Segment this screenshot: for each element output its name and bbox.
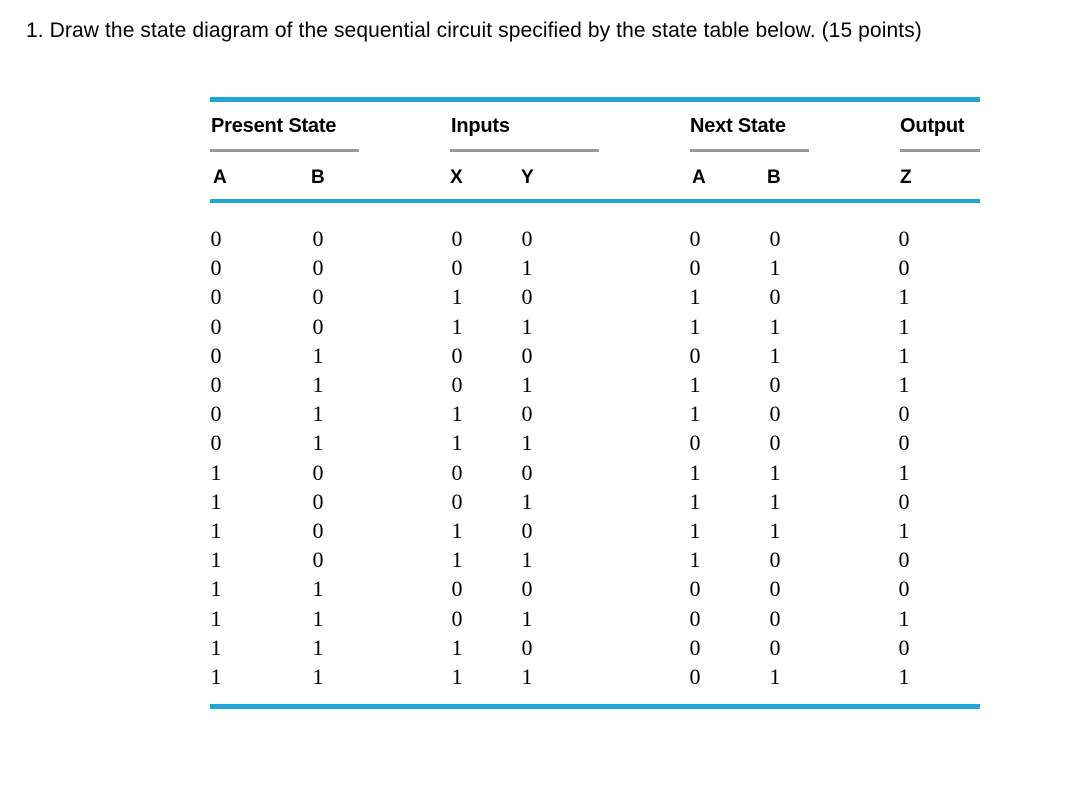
cell-present-a: 1 [210,605,222,631]
cell-next-b: 0 [769,401,781,427]
cell-present-b: 1 [312,342,324,368]
cell-input-x: 1 [451,518,463,543]
cell-next-a: 0 [689,605,701,631]
cell-input-y: 1 [521,605,533,631]
cell-present-a: 1 [210,547,222,573]
cell-input-x: 0 [451,226,463,251]
present-state-header: Present State [211,115,337,137]
cell-next-b: 0 [769,372,781,397]
cell-input-y: 1 [521,372,533,397]
cell-output-z: 0 [898,401,910,427]
cell-next-b: 0 [769,226,781,251]
cell-present-b: 1 [312,430,324,456]
cell-input-y: 1 [521,547,533,573]
cell-next-b: 1 [769,488,781,514]
cell-present-a: 1 [210,576,222,602]
cell-input-x: 0 [451,459,463,485]
table-header-rule [210,199,980,203]
cell-output-z: 1 [898,664,910,689]
cell-input-x: 1 [451,284,463,310]
cell-next-a: 1 [689,547,701,573]
cell-input-y: 1 [521,488,533,514]
cell-next-a: 1 [689,401,701,427]
question-text: 1. Draw the state diagram of the sequential circuit specified by the state table below. (15 points) [26,19,922,42]
cell-input-y: 0 [521,576,533,602]
cell-present-b: 1 [312,634,324,660]
cell-next-a: 1 [689,372,701,397]
cell-input-y: 1 [521,664,533,689]
cell-next-a: 0 [689,226,701,251]
cell-input-y: 0 [521,284,533,310]
cell-present-a: 0 [210,255,222,281]
cell-present-a: 0 [210,430,222,456]
cell-next-b: 0 [769,576,781,602]
cell-output-z: 0 [898,255,910,281]
cell-input-x: 0 [451,342,463,368]
cell-input-x: 1 [451,634,463,660]
cell-next-b: 1 [769,518,781,543]
cell-present-b: 0 [312,284,324,310]
cell-output-z: 0 [898,634,910,660]
cell-input-x: 0 [451,605,463,631]
cell-next-b: 1 [769,342,781,368]
cell-next-a: 1 [689,459,701,485]
cell-present-a: 0 [210,226,222,251]
cell-present-b: 1 [312,664,324,689]
cell-input-y: 1 [521,313,533,339]
cell-present-b: 1 [312,372,324,397]
cell-present-a: 0 [210,313,222,339]
cell-output-z: 0 [898,488,910,514]
cell-present-b: 0 [312,488,324,514]
cell-present-a: 1 [210,488,222,514]
output-header: Output [900,115,965,137]
cell-next-a: 0 [689,634,701,660]
cell-present-a: 1 [210,459,222,485]
cell-input-y: 1 [521,430,533,456]
col-header-next-b: B [767,167,781,188]
cell-input-x: 1 [451,664,463,689]
cell-output-z: 0 [898,547,910,573]
cell-next-a: 1 [689,313,701,339]
cell-next-b: 0 [769,547,781,573]
cell-input-y: 1 [521,255,533,281]
cell-input-y: 0 [521,342,533,368]
cell-present-b: 0 [312,518,324,543]
cell-next-a: 1 [689,488,701,514]
cell-output-z: 0 [898,430,910,456]
cell-input-x: 1 [451,430,463,456]
cell-next-a: 0 [689,342,701,368]
col-header-output-z: Z [900,167,912,188]
cell-input-y: 0 [521,518,533,543]
cell-output-z: 0 [898,576,910,602]
inputs-header: Inputs [451,115,510,137]
present-state-underline [210,149,359,152]
cell-output-z: 1 [898,518,910,543]
cell-present-b: 0 [312,459,324,485]
cell-present-b: 1 [312,576,324,602]
cell-output-z: 1 [898,342,910,368]
col-header-next-a: A [692,167,706,188]
cell-present-a: 1 [210,664,222,689]
cell-next-b: 1 [769,313,781,339]
cell-input-x: 0 [451,372,463,397]
cell-present-a: 0 [210,401,222,427]
cell-present-b: 0 [312,255,324,281]
cell-present-b: 1 [312,605,324,631]
cell-output-z: 1 [898,372,910,397]
cell-present-b: 0 [312,547,324,573]
cell-input-x: 1 [451,313,463,339]
cell-output-z: 1 [898,459,910,485]
cell-next-b: 0 [769,634,781,660]
table-top-rule [210,97,980,102]
cell-present-a: 1 [210,518,222,543]
cell-output-z: 1 [898,313,910,339]
cell-present-a: 0 [210,372,222,397]
cell-present-b: 0 [312,313,324,339]
cell-input-x: 0 [451,488,463,514]
next-state-underline [690,149,809,152]
cell-present-b: 0 [312,226,324,251]
table-bottom-rule [210,704,980,709]
cell-input-y: 0 [521,401,533,427]
col-header-input-x: X [450,167,463,188]
cell-next-b: 0 [769,284,781,310]
cell-input-x: 1 [451,547,463,573]
cell-next-b: 0 [769,430,781,456]
cell-present-a: 1 [210,634,222,660]
cell-input-y: 0 [521,634,533,660]
cell-next-a: 0 [689,664,701,689]
cell-input-y: 0 [521,459,533,485]
cell-input-y: 0 [521,226,533,251]
cell-output-z: 0 [898,226,910,251]
output-underline [900,149,980,152]
cell-input-x: 1 [451,401,463,427]
cell-input-x: 0 [451,255,463,281]
cell-next-a: 0 [689,255,701,281]
inputs-underline [450,149,599,152]
cell-present-b: 1 [312,401,324,427]
cell-next-a: 1 [689,518,701,543]
cell-next-a: 1 [689,284,701,310]
cell-next-b: 1 [769,459,781,485]
next-state-header: Next State [690,115,786,137]
col-header-input-y: Y [521,167,534,188]
col-header-present-a: A [213,167,227,188]
cell-next-a: 0 [689,576,701,602]
cell-present-a: 0 [210,284,222,310]
cell-output-z: 1 [898,605,910,631]
cell-next-b: 1 [769,255,781,281]
col-header-present-b: B [311,167,325,188]
cell-next-a: 0 [689,430,701,456]
cell-next-b: 0 [769,605,781,631]
cell-next-b: 1 [769,664,781,689]
cell-input-x: 0 [451,576,463,602]
cell-output-z: 1 [898,284,910,310]
cell-present-a: 0 [210,342,222,368]
